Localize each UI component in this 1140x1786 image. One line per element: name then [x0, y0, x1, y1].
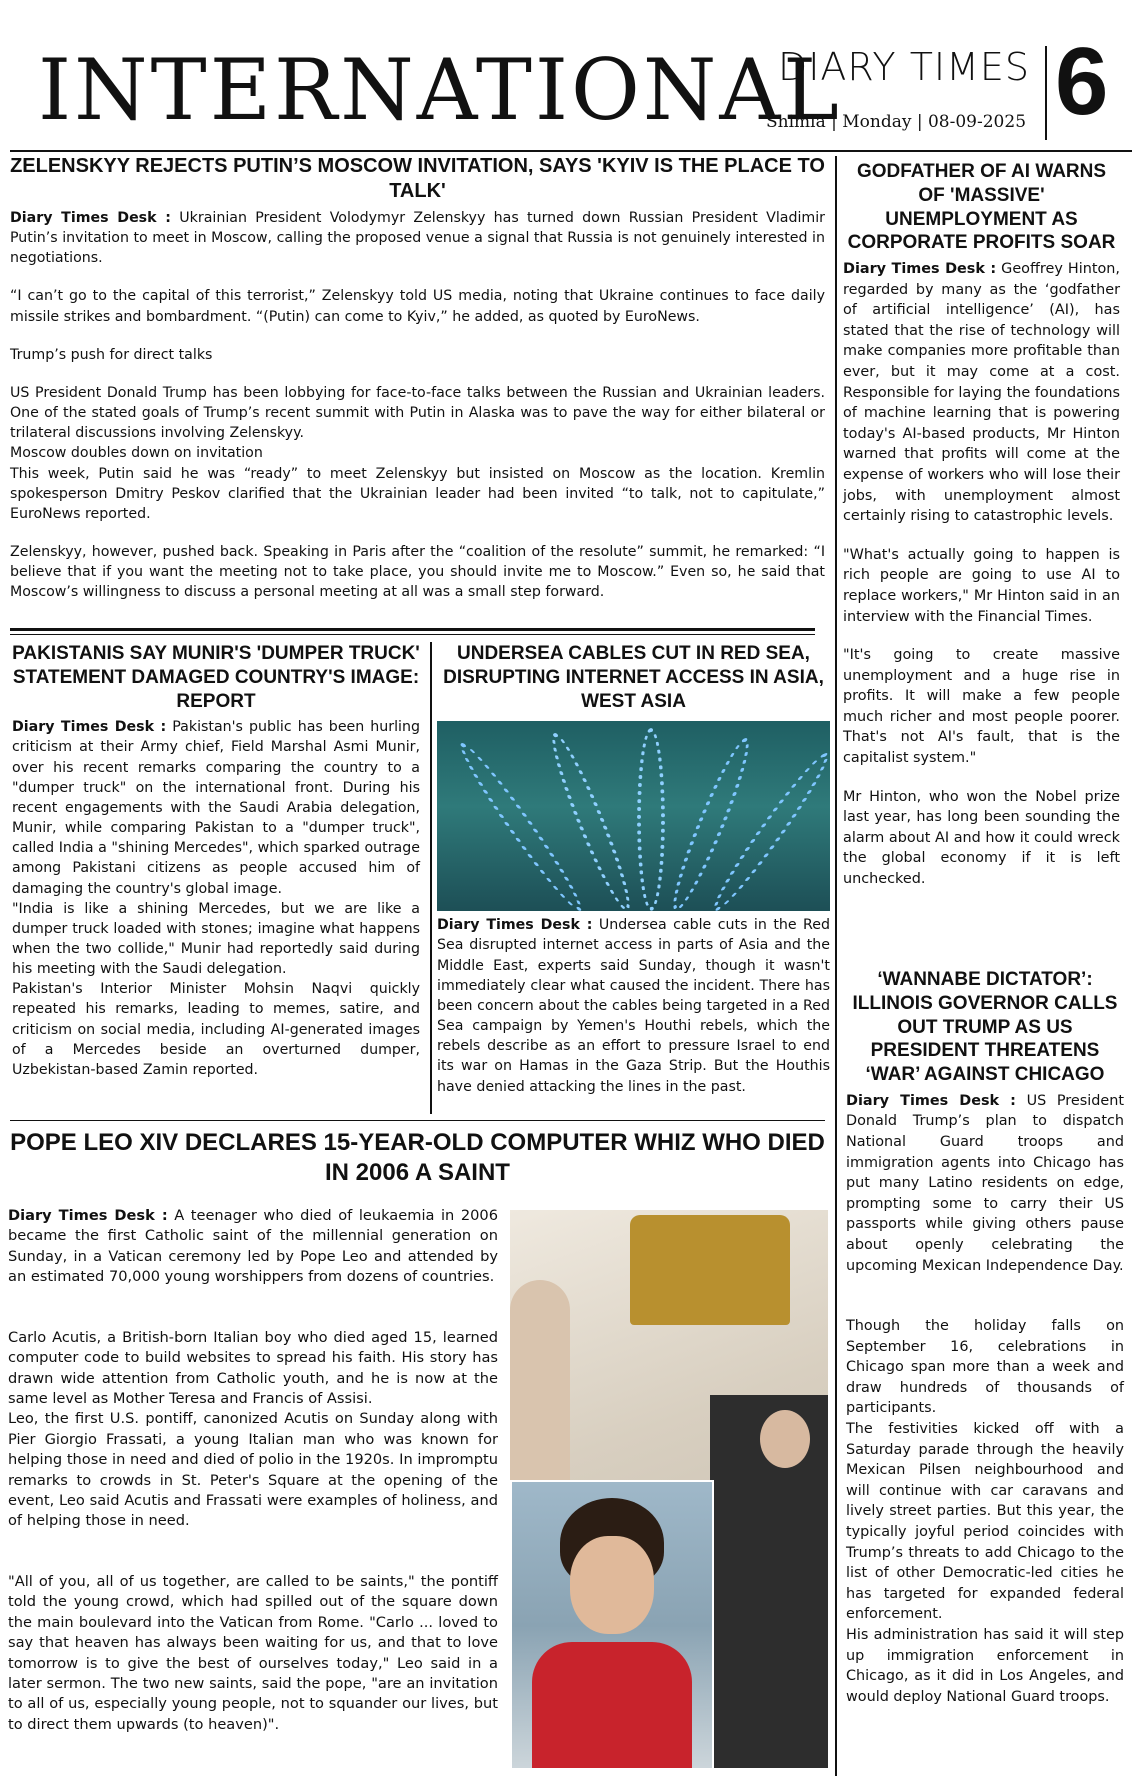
- paragraph: Mr Hinton, who won the Nobel prize last year, has long been sounding the alarm about AI and how it could wreck the global economy if it is left unchecked.: [843, 788, 1120, 888]
- section-rule-thin: [10, 1120, 825, 1121]
- headline: ‘WANNABE DICTATOR’: ILLINOIS GOVERNOR CALLS OUT TRUMP AS US PRESIDENT THREATENS ‘WAR’ AGAINST CHICAGO: [852, 969, 1118, 1085]
- cable-shape: [637, 728, 665, 911]
- subheading: Moscow doubles down on invitation: [10, 445, 263, 462]
- face-shape: [760, 1410, 810, 1468]
- subheading: Trump’s push for direct talks: [10, 346, 213, 363]
- portrait-inset: [510, 1480, 714, 1768]
- undersea-cables-photo: [437, 721, 830, 911]
- masthead-rule: [10, 150, 1132, 152]
- article-body: [437, 915, 830, 1096]
- paragraph: This week, Putin said he was “ready” to meet Zelenskyy but insisted on Moscow as the location. Kremlin spokesperson Dmitry Peskov clarified that the Ukrainian leader had been invited “to talk, not to capitulate,” EuroNews reported.: [10, 465, 825, 522]
- section-rule: [10, 628, 815, 631]
- paragraph: Pakistan's Interior Minister Mohsin Naqvi quickly repeated his remarks, leading to memes, satire, and criticism on social media, including AI-generated images of a Mercedes beside an overturned dumper, Uzbekistan-based Zamin reported.: [12, 981, 420, 1078]
- paragraph: "India is like a shining Mercedes, but we are like a dumper truck loaded with stones; imagine what happens when the two collide," Munir had reportedly said during his meeting with the Saudi delegation.: [12, 900, 420, 978]
- desk-label: Diary Times Desk :: [846, 1092, 1016, 1109]
- page-number: 6: [1055, 28, 1109, 135]
- red-shirt-shape: [532, 1642, 692, 1768]
- paragraph: US President Donald Trump’s plan to dispatch National Guard troops and immigration agents into Chicago has put many Latino residents on edge, prompting some to carry their US passports while giving others pause about openly celebrating the upcoming Mexican Independence Day.: [846, 1092, 1124, 1274]
- paragraph: Ukrainian President Volodymyr Zelenskyy has turned down Russian President Vladimir Putin’s invitation to meet in Moscow, calling the proposed venue a signal that Russia is not genuinely interested in negotiations.: [10, 210, 826, 267]
- column-divider-right: [835, 156, 837, 1776]
- paragraph: Carlo Acutis, a British-born Italian boy who died aged 15, learned computer code to build websites to spread his faith. His story has drawn wide attention from Catholic youth, and he is now at the same level as Mother Teresa and Francis of Assisi.: [8, 1328, 498, 1407]
- paragraph: The festivities kicked off with a Saturday parade through the heavily Mexican Pilsen neighbourhood and will continue with car caravans and lively street parties. But this year, the typically joyful period coincides with Trump’s threats to add Chicago to the list of other Democratic-led cities he has targeted for expanded federal enforcement.: [846, 1421, 1124, 1623]
- paragraph: Though the holiday falls on September 16, celebrations in Chicago span more than a week and draw hundreds of thousands of participants.: [846, 1318, 1124, 1417]
- headline: PAKISTANIS SAY MUNIR'S 'DUMPER TRUCK' STATEMENT DAMAGED COUNTRY'S IMAGE: REPORT: [12, 643, 420, 712]
- article-pope-body: [8, 1206, 498, 1735]
- paragraph: His administration has said it will step up immigration enforcement in Chicago, as it did in Los Angeles, and would deploy National Guard troops.: [846, 1627, 1124, 1705]
- paragraph: "All of you, all of us together, are called to be saints," the pontiff told the young crowd, which had spilled out of the square down the main boulevard into the Vatican from Rome. "Carlo ... loved to say that heaven has always been waiting for us, and that to love tomorrow is to give the best of ourselves today," Leo said in a later sermon. The two new saints, said the pope, "are an invitation to all of us, especially young people, not to squander our lives, but to direct them upwards (to heaven)".: [8, 1572, 498, 1733]
- paragraph: Geoffrey Hinton, regarded by many as the ‘godfather of artificial intelligence’ (AI), has stated that the rise of technology will make companies more profitable than ever, but it may come at a cost. Responsible for laying the foundations of machine learning that is powering today's AI-based products, Mr Hinton warned that profits will come at the expense of workers who will lose their jobs, with unemployment almost certainly rising to catastrophic levels.: [843, 261, 1120, 525]
- vatican-ceremony-photo: [510, 1210, 828, 1768]
- paragraph: Leo, the first U.S. pontiff, canonized Acutis on Sunday along with Pier Giorgio Frassati, a young Italian man who was known for helping those in need and died of polio in the 1920s. In impromptu remarks to crowds in St. Peter's Square at the opening of the event, Leo said Acutis and Frassati were examples of holiness, and of helping those in need.: [8, 1410, 498, 1530]
- article-body: [846, 1091, 1124, 1708]
- face-shape: [570, 1536, 654, 1634]
- dateline: Shimla | Monday | 08-09-2025: [765, 112, 1027, 132]
- statue-shape: [510, 1280, 570, 1480]
- desk-label: Diary Times Desk :: [10, 210, 171, 226]
- column-divider-mid: [430, 642, 432, 1114]
- article-zelenskyy: [10, 154, 825, 603]
- paragraph: US President Donald Trump has been lobbying for face-to-face talks between the Russian and Ukrainian leaders. One of the stated goals of Trump’s recent summit with Putin in Alaska was to pave the way for either bilateral or trilateral discussions involving Zelenskyy.: [10, 384, 825, 442]
- article-hinton: [843, 160, 1120, 890]
- article-body: [12, 717, 420, 1080]
- desk-label: Diary Times Desk :: [8, 1207, 168, 1224]
- article-body: [10, 208, 825, 603]
- headline: POPE LEO XIV DECLARES 15-YEAR-OLD COMPUTER WHIZ WHO DIED IN 2006 A SAINT: [10, 1129, 825, 1186]
- cable-shape: [662, 738, 760, 911]
- headline: ZELENSKYY REJECTS PUTIN’S MOSCOW INVITATION, SAYS 'KYIV IS THE PLACE TO TALK': [10, 155, 825, 202]
- desk-label: Diary Times Desk :: [843, 261, 997, 277]
- desk-label: Diary Times Desk :: [437, 917, 593, 934]
- masthead-divider: [1045, 46, 1047, 140]
- paragraph: “I can’t go to the capital of this terrorist,” Zelenskyy told US media, noting that Ukraine continues to face daily missile strikes and bombardment. “(Putin) can come to Kyiv,” he added, as quoted by EuroNews.: [10, 288, 825, 325]
- headline: UNDERSEA CABLES CUT IN RED SEA, DISRUPTING INTERNET ACCESS IN ASIA, WEST ASIA: [443, 643, 824, 712]
- article-body: [843, 259, 1120, 890]
- paragraph: A teenager who died of leukaemia in 2006 became the first Catholic saint of the millennial generation on Sunday, in a Vatican ceremony led by Pope Leo and attended by an estimated 70,000 young worshippers from dozens of countries.: [8, 1207, 498, 1286]
- paragraph: "It's going to create massive unemployment and a huge rise in profits. It will make a few people much richer and most people poorer. That's not AI's fault, that is the capitalist system.": [843, 647, 1120, 767]
- article-pope: [10, 1128, 825, 1188]
- paragraph: Zelenskyy, however, pushed back. Speaking in Paris after the “coalition of the resolute” summit, he remarked: “I believe that if you want the meeting not to take place, you should invite me to Moscow.” Even so, he said that Moscow’s willingness to discuss a personal meeting at all was a small step forward.: [10, 544, 825, 601]
- article-chicago: [846, 968, 1124, 1707]
- section-title: INTERNATIONAL: [38, 41, 842, 139]
- desk-label: Diary Times Desk :: [12, 719, 167, 736]
- gold-candlestick-shape: [630, 1215, 790, 1325]
- paragraph: Undersea cable cuts in the Red Sea disrupted internet access in parts of Asia and the Middle East, experts said Sunday, though it wasn't immediately clear what caused the incident. There has been concern about the cables being targeted in a Red Sea campaign by Yemen's Houthi rebels, which the rebels describe as an effort to pressure Israel to end its war on Hamas in the Gaza Strip. But the Houthis have denied attacking the lines in the past.: [437, 917, 831, 1095]
- paragraph: Pakistan's public has been hurling criticism at their Army chief, Field Marshal Asmi Munir, over his recent remarks comparing the country to a "dumper truck" on the international front. During his recent engagements with the Saudi Arabia delegation, Munir, while comparing Pakistan to a "dumper truck", called India a "shining Mercedes", which sparked outrage among Pakistani citizens as people accused him of damaging the country's global image.: [12, 719, 420, 897]
- article-cables: [437, 642, 830, 1097]
- article-munir: [12, 642, 420, 1080]
- section-rule-thin: [10, 634, 815, 635]
- headline: GODFATHER OF AI WARNS OF 'MASSIVE' UNEMPLOYMENT AS CORPORATE PROFITS SOAR: [847, 161, 1116, 254]
- newspaper-brand: DIARY TIMES: [777, 45, 1031, 89]
- paragraph: "What's actually going to happen is rich people are going to use AI to replace workers," Mr Hinton said in an interview with the Financial Times.: [843, 546, 1120, 625]
